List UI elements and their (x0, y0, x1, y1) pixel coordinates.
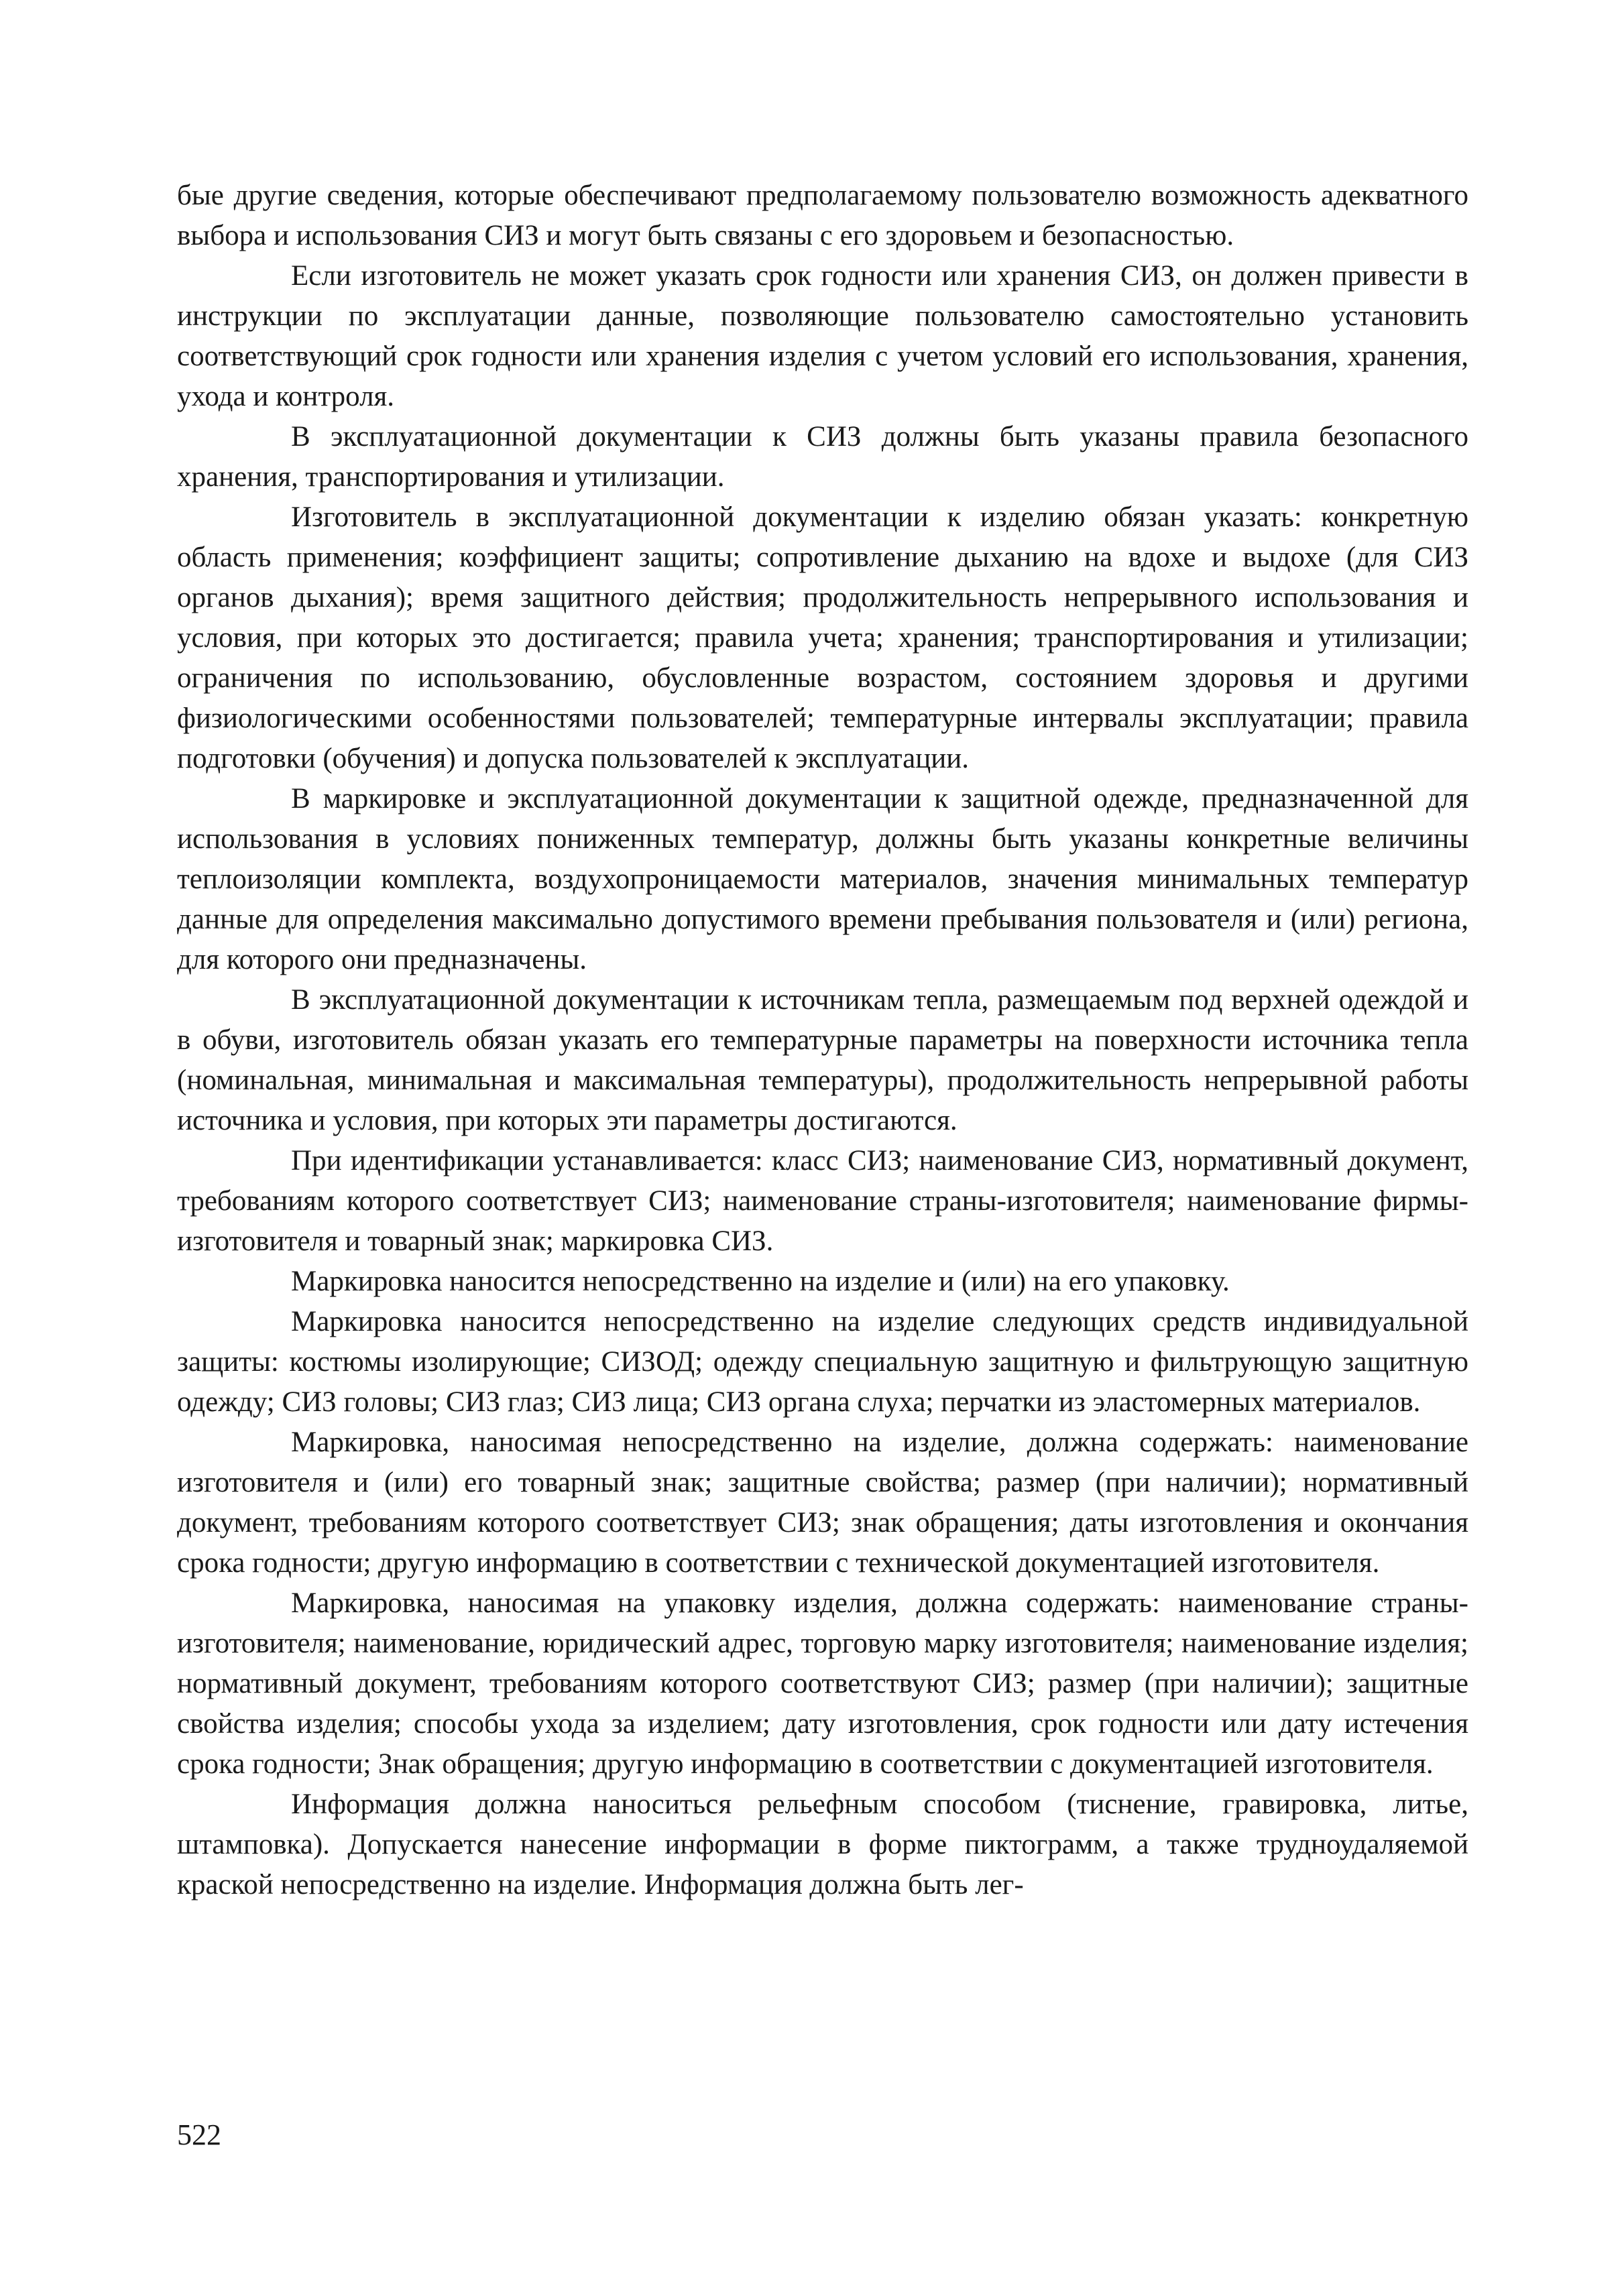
paragraph-continuation: бые другие сведения, которые обеспечивают предполагаемому пользователю возможность адекватного выбора и использования СИЗ и могут быть связаны с его здоровьем и безопасностью. (177, 180, 1468, 251)
paragraph-marking-product: Маркировка, наносимая непосредственно на изделие, должна содержать: наименование изготовителя и (или) его товарный знак; защитные свойства; размер (при наличии); нормативный документ, требованиям которого соответствует СИЗ; знак обращения; даты изготовления и окончания срока годности; другую информацию в соответствии с технической документацией изготовителя. (177, 1427, 1468, 1579)
paragraph-manufacturer-duties: Изготовитель в эксплуатационной документации к изделию обязан указать: конкретную область применения; коэффициент защиты; сопротивление дыханию на вдохе и выдохе (для СИЗ органов дыхания); время защитного действия; продолжительность непрерывного использования и условия, при которых это достигается; правила учета; хранения; транспортирования и утилизации; ограничения по использованию, обусловленные возрастом, состоянием здоровья и другими физиологическими особенностями пользователей; температурные интервалы эксплуатации; правила подготовки (обучения) и допуска пользователей к эксплуатации. (177, 501, 1468, 774)
paragraph-marking-location: Маркировка наносится непосредственно на изделие и (или) на его упаковку. (291, 1266, 1230, 1297)
paragraph-identification: При идентификации устанавливается: класс СИЗ; наименование СИЗ, нормативный документ, требованиям которого соответствует СИЗ; наименование страны-изготовителя; наименование фирмы-изготовителя и товарный знак; маркировка СИЗ. (177, 1145, 1468, 1257)
page-body (177, 176, 1468, 1905)
paragraph-marking-package: Маркировка, наносимая на упаковку изделия, должна содержать: наименование страны-изготовителя; наименование, юридический адрес, торговую марку изготовителя; наименование изделия; нормативный документ, требованиям которого соответствуют СИЗ; размер (при наличии); защитные свойства изделия; способы ухода за изделием; дату изготовления, срок годности или дату истечения срока годности; Знак обращения; другую информацию в соответствии с документацией изготовителя. (177, 1587, 1468, 1780)
page-number: 522 (177, 2118, 221, 2151)
paragraph-storage-rules: В эксплуатационной документации к СИЗ должны быть указаны правила безопасного хранения, транспортирования и утилизации. (177, 421, 1468, 493)
paragraph-relief-info: Информация должна наноситься рельефным способом (тиснение, гравировка, литье, штамповка). Допускается нанесение информации в форме пиктограмм, а также трудноудаляемой краской непосредственно на изделие. Информация должна быть лег- (177, 1789, 1468, 1900)
paragraph-heat-sources: В эксплуатационной документации к источникам тепла, размещаемым под верхней одеждой и в обуви, изготовитель обязан указать его температурные параметры на поверхности источника тепла (номинальная, минимальная и максимальная температуры), продолжительность непрерывной работы источника и условия, при которых эти параметры достигаются. (177, 984, 1468, 1136)
paragraph-cold-clothing: В маркировке и эксплуатационной документации к защитной одежде, предназначенной для использования в условиях пониженных температур, должны быть указаны конкретные величины теплоизоляции комплекта, воздухопроницаемости материалов, значения минимальных температур данные для определения максимально допустимого времени пребывания пользователя и (или) региона, для которого они предназначены. (177, 783, 1468, 975)
paragraph-marking-items: Маркировка наносится непосредственно на изделие следующих средств индивидуальной защиты: костюмы изолирующие; СИЗОД; одежду специальную защитную и фильтрующую защитную одежду; СИЗ головы; СИЗ глаз; СИЗ лица; СИЗ органа слуха; перчатки из эластомерных материалов. (177, 1306, 1468, 1418)
paragraph-shelf-life: Если изготовитель не может указать срок годности или хранения СИЗ, он должен привести в инструкции по эксплуатации данные, позволяющие пользователю самостоятельно установить соответствующий срок годности или хранения изделия с учетом условий его использования, хранения, ухода и контроля. (177, 260, 1468, 412)
